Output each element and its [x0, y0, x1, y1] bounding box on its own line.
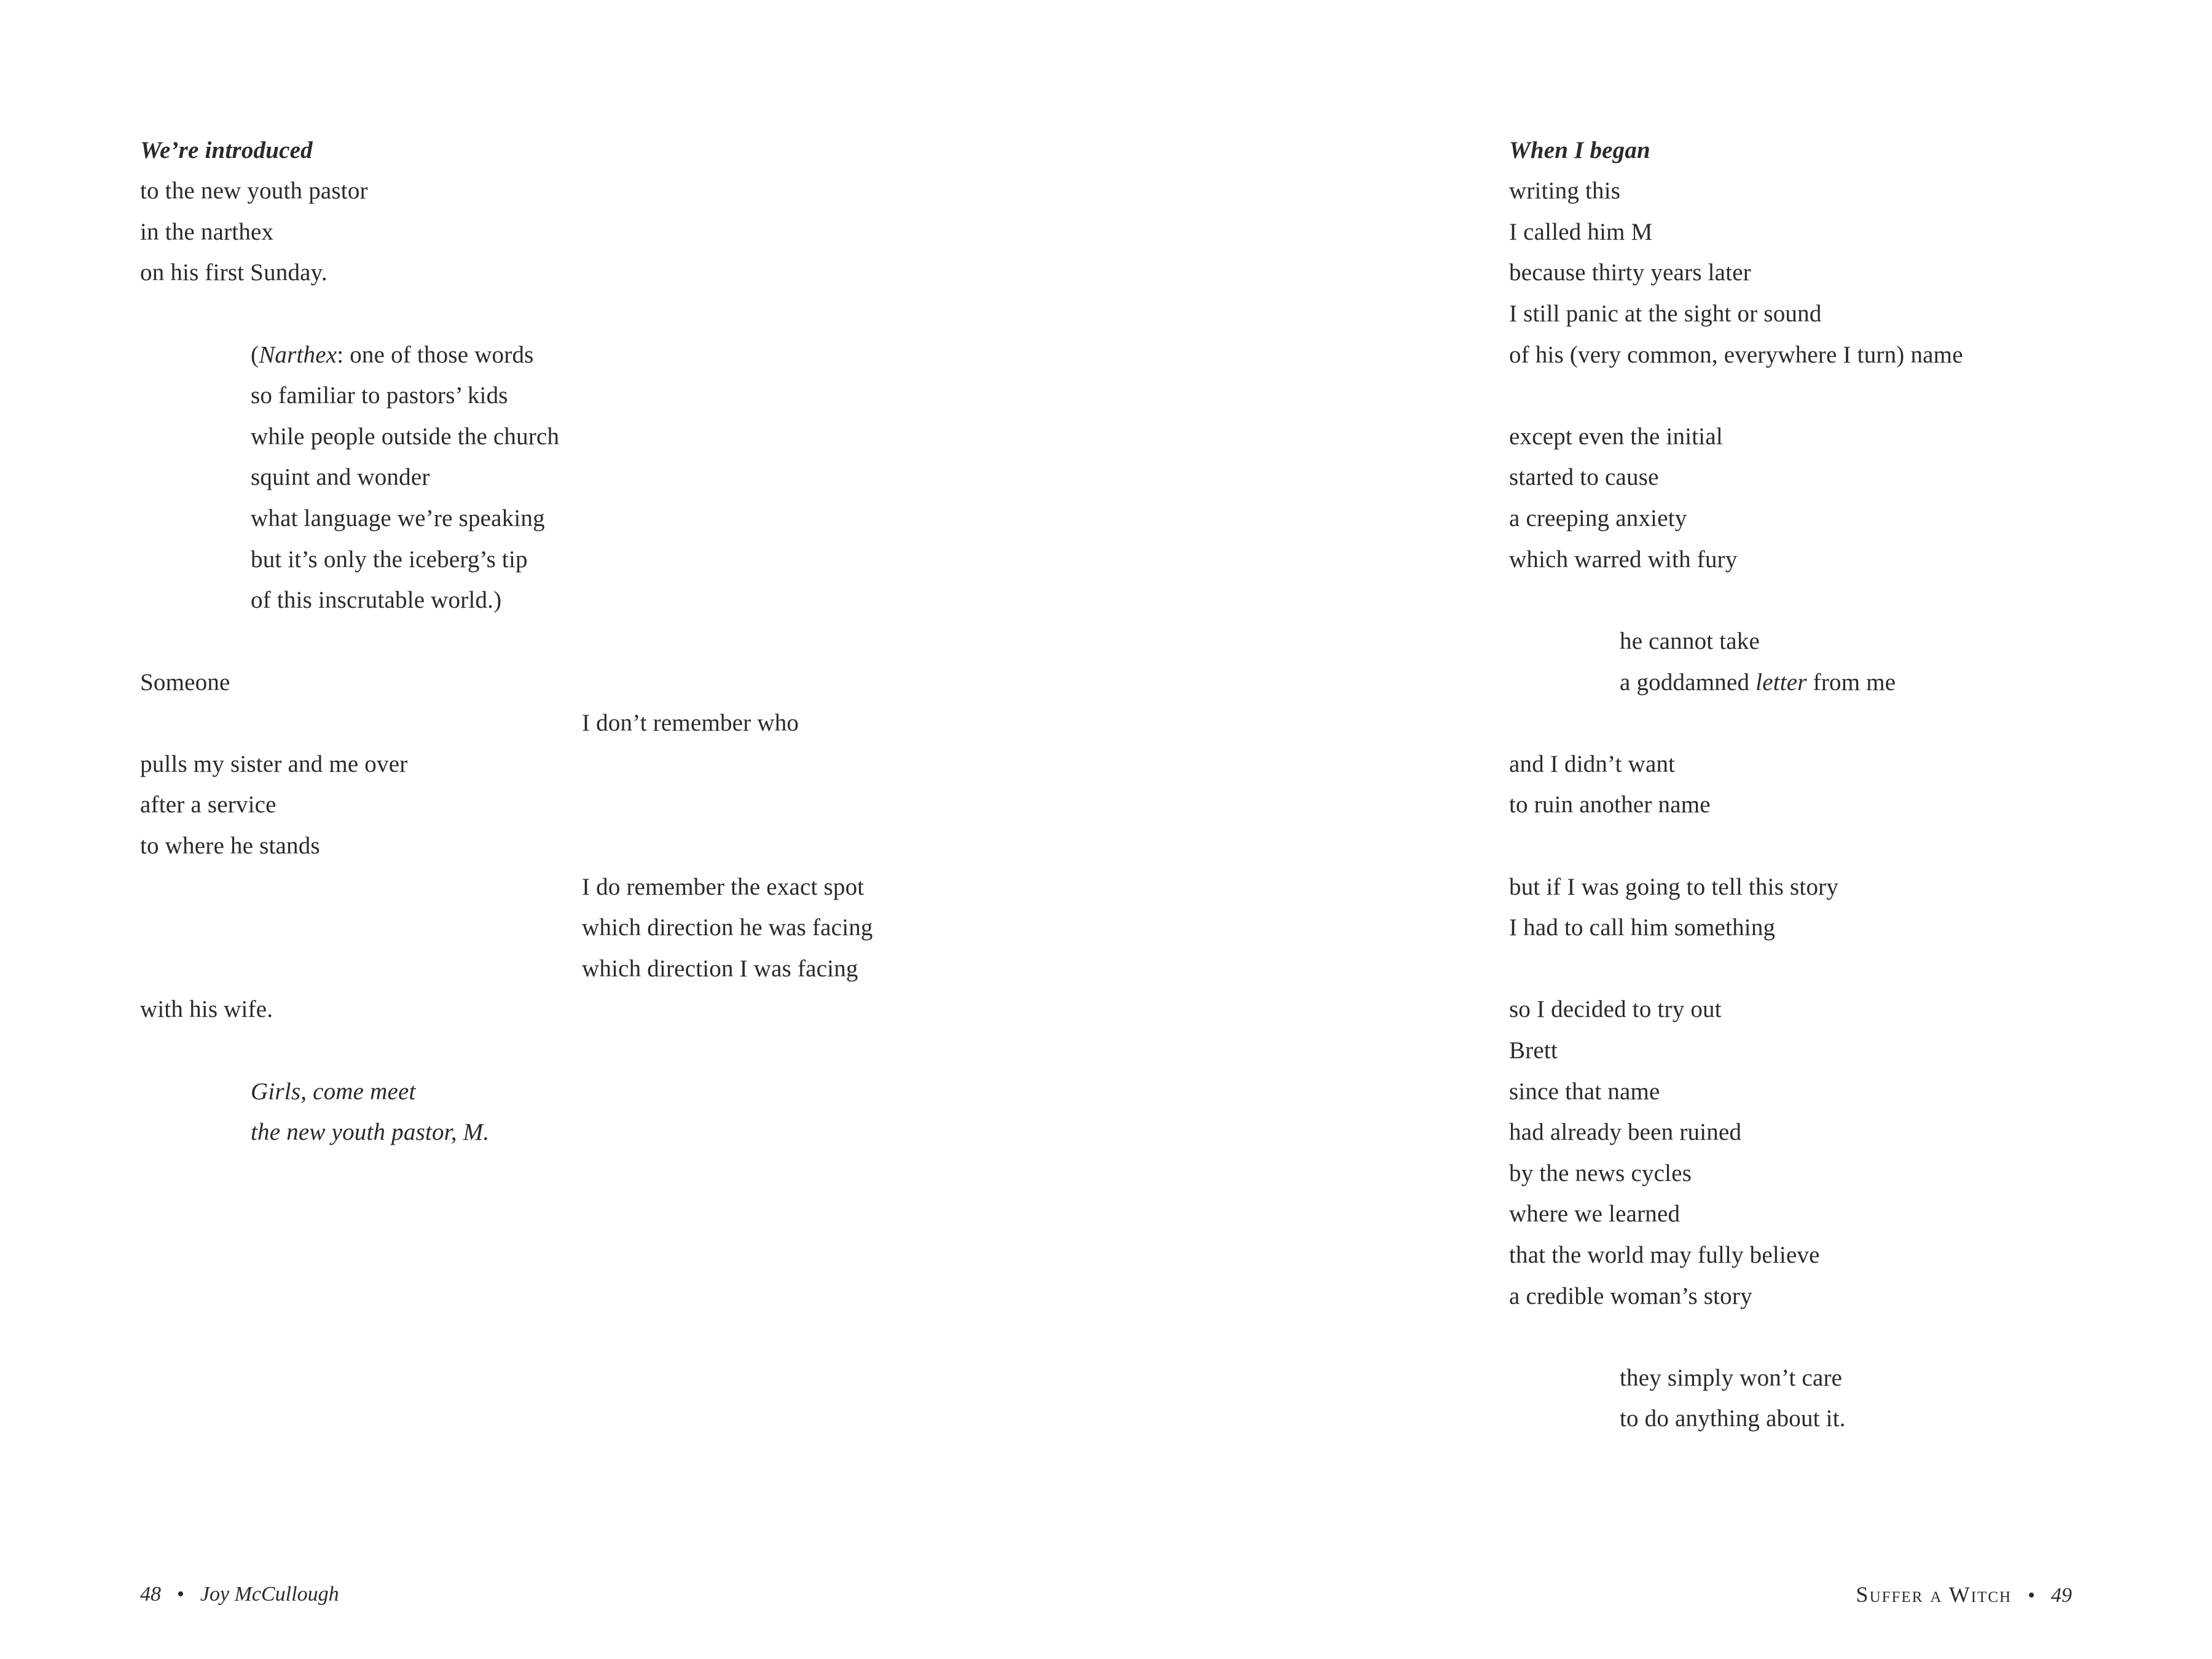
indented-line-emphasis: letter [1755, 669, 1807, 696]
aside-line: of this inscrutable world.) [251, 587, 502, 613]
poem-line: to ruin another name [1509, 791, 1711, 818]
poem-line: I had to call him something [1509, 914, 1776, 941]
poem-line: so I decided to try out [1509, 996, 1722, 1022]
poem-line: a credible woman’s story [1509, 1283, 1752, 1309]
aside-line [251, 335, 534, 375]
poem-line: but if I was going to tell this story [1509, 874, 1839, 900]
poem-line: with his wife. [140, 996, 273, 1022]
poem-line: that the world may fully believe [1509, 1242, 1820, 1268]
poem-line: Someone [140, 669, 230, 696]
poem-line: pulls my sister and me over [140, 751, 408, 777]
aside-line-rest: : one of those words [337, 342, 534, 368]
poem-line: had already been ruined [1509, 1119, 1742, 1145]
indented-line: they simply won’t care [1620, 1365, 1843, 1391]
page-footer-left [140, 1580, 339, 1609]
poem-line: by the news cycles [1509, 1160, 1692, 1186]
indented-line-post: from me [1806, 669, 1896, 696]
page-number: 49 [2051, 1584, 2072, 1607]
poem-line: to where he stands [140, 833, 320, 859]
indented-line-pre: a goddamned [1620, 669, 1756, 696]
aside-line: but it’s only the iceberg’s tip [251, 546, 528, 573]
poem-title: When I began [1509, 137, 1650, 163]
poem-line: in the narthex [140, 219, 274, 245]
page-footer-right [1856, 1580, 2072, 1610]
poem-line: of his (very common, everywhere I turn) name [1509, 342, 1963, 368]
poem-line: Brett [1509, 1037, 1558, 1064]
poem-line: because thirty years later [1509, 259, 1751, 286]
aside-line: so familiar to pastors’ kids [251, 382, 508, 409]
aside-line: what language we’re speaking [251, 505, 545, 531]
aside-term: Narthex [259, 342, 337, 368]
poem-line: writing this [1509, 178, 1621, 204]
quote-line: the new youth pastor, M. [251, 1119, 490, 1145]
poem-title: We’re introduced [140, 137, 313, 163]
poem-line: after a service [140, 791, 276, 818]
poem-line: except even the initial [1509, 423, 1723, 450]
footer-separator: • [2028, 1584, 2035, 1607]
book-title: Suffer a Witch [1856, 1582, 2012, 1607]
aside-line: squint and wonder [251, 464, 430, 490]
indented-line: to do anything about it. [1620, 1405, 1846, 1432]
poem-line-offset: which direction I was facing [582, 955, 858, 982]
poem-line: which warred with fury [1509, 546, 1738, 573]
poem-line-offset: I don’t remember who [582, 710, 799, 736]
poem-line-offset: which direction he was facing [582, 914, 873, 941]
indented-line: he cannot take [1620, 628, 1760, 654]
poem-line: since that name [1509, 1078, 1660, 1105]
poem-line-offset: I do remember the exact spot [582, 874, 865, 900]
author-name: Joy McCullough [200, 1583, 339, 1606]
poem-line: a creeping anxiety [1509, 505, 1687, 531]
poem-line: started to cause [1509, 464, 1659, 490]
footer-separator: • [177, 1583, 184, 1606]
indented-line [1620, 662, 1896, 703]
poem-line: on his first Sunday. [140, 259, 327, 286]
aside-open-paren: ( [251, 342, 259, 368]
poem-line: to the new youth pastor [140, 178, 368, 204]
poem-line: I still panic at the sight or sound [1509, 300, 1822, 327]
aside-line: while people outside the church [251, 423, 560, 450]
poem-line: I called him M [1509, 219, 1653, 245]
page-number: 48 [140, 1583, 161, 1606]
right-page [1106, 0, 2212, 1659]
poem-line: and I didn’t want [1509, 751, 1676, 777]
poem-line: where we learned [1509, 1201, 1681, 1227]
quote-line: Girls, come meet [251, 1078, 416, 1105]
